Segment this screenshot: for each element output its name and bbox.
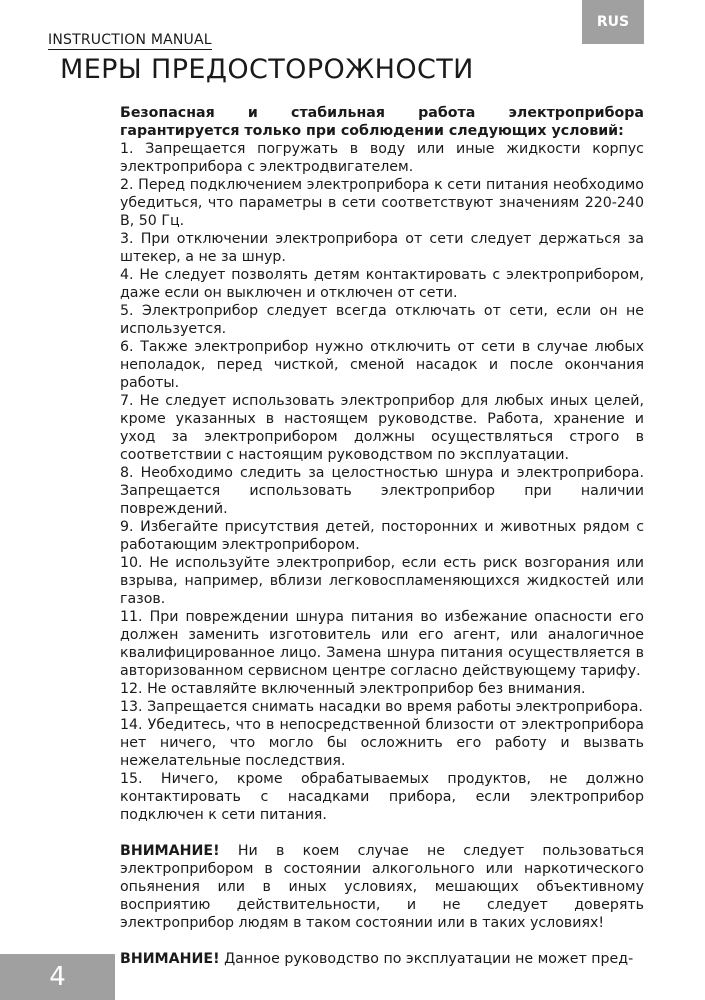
page-number: 4 [49, 962, 66, 992]
list-item: 9. Избегайте присутствия детей, посторонних и животных рядом с работающим электроприбором. [120, 519, 644, 553]
list-item: 5. Электроприбор следует всегда отключать от сети, если он не используется. [120, 303, 644, 337]
list-item: 13. Запрещается снимать насадки во время работы электроприбора. [120, 699, 643, 715]
list-item: 8. Необходимо следить за целостностью шнура и электроприбора. Запрещается использовать электроприбор при наличии повреждений. [120, 465, 644, 517]
page-number-box [0, 954, 115, 1000]
list-item: 4. Не следует позволять детям контактировать с электроприбором, даже если он выключен и отключен от сети. [120, 267, 644, 301]
warning-text: Ни в коем случае не следует пользоваться электроприбором в состоянии алкогольного или наркотического опьянения или в иных условиях, мешающих объективному восприятию действительности, и не следует доверять электроприбор людям в таком состоянии или в таких условиях! [120, 843, 644, 931]
warning-label: ВНИМАНИЕ! [120, 951, 220, 967]
list-item: 2. Перед подключением электроприбора к сети питания необходимо убедиться, что параметры в сети соответствуют значениям 220-240 В, 50 Гц. [120, 177, 644, 229]
list-item: 11. При повреждении шнура питания во избежание опасности его должен заменить изготовитель или его агент, или аналогичное квалифицированное лицо. Замена шнура питания осуществляется в авторизованном сервисном центре согласно действующему тарифу. [120, 609, 644, 679]
warning-label: ВНИМАНИЕ! [120, 843, 220, 859]
list-item: 1. Запрещается погружать в воду или иные жидкости корпус электроприбора с электродвигателем. [120, 141, 644, 175]
list-item: 3. При отключении электроприбора от сети следует держаться за штекер, а не за шнур. [120, 231, 644, 265]
list-item: 14. Убедитесь, что в непосредственной близости от электроприбора нет ничего, что могло бы осложнить его работу и вызвать нежелательные последствия. [120, 717, 644, 769]
list-item: 7. Не следует использовать электроприбор для любых иных целей, кроме указанных в настоящем руководстве. Работа, хранение и уход за электроприбором должны осуществляться строго в соответствии с настоящим руководством по эксплуатации. [120, 393, 644, 463]
list-item: 10. Не используйте электроприбор, если есть риск возгорания или взрыва, например, вблизи легковоспламеняющихся жидкостей или газов. [120, 555, 644, 607]
warning-paragraph [120, 842, 644, 932]
warning-paragraph [120, 950, 644, 968]
manual-label: INSTRUCTION MANUAL [48, 32, 212, 48]
page-title: МЕРЫ ПРЕДОСТОРОЖНОСТИ [60, 54, 474, 85]
list-item: 12. Не оставляйте включенный электроприбор без внимания. [120, 681, 586, 697]
intro-text: Безопасная и стабильная работа электроприбора гарантируется только при соблюдении следующих условий: [120, 105, 644, 139]
list-item: 15. Ничего, кроме обрабатываемых продуктов, не должно контактировать с насадками прибора, если электроприбор подключен к сети питания. [120, 771, 644, 823]
precautions-body [120, 104, 644, 968]
warning-text: Данное руководство по эксплуатации не может пред- [219, 951, 634, 967]
list-item: 6. Также электроприбор нужно отключить от сети в случае любых неполадок, перед чисткой, сменой насадок и после окончания работы. [120, 339, 644, 391]
language-badge: RUS [582, 0, 644, 44]
